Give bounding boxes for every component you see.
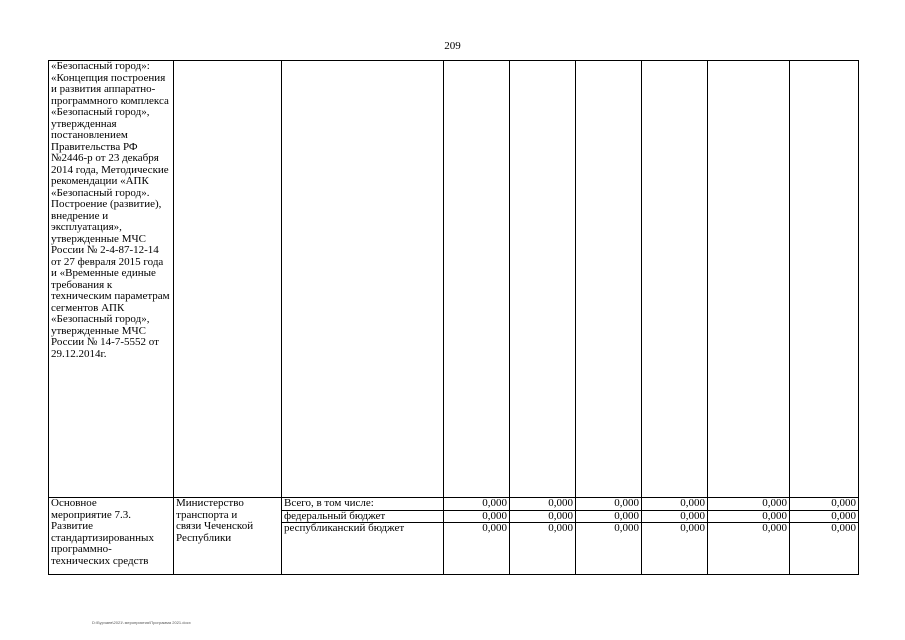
empty-cell [174, 61, 282, 498]
funding-source-cell: республиканский бюджет [282, 523, 444, 575]
value-cell: 0,000 [576, 510, 642, 523]
empty-cell [642, 61, 708, 498]
value-cell: 0,000 [576, 498, 642, 511]
executor-cell: Министерство транспорта и связи Чеченской Республики [174, 498, 282, 575]
empty-cell [444, 61, 510, 498]
page-number: 209 [444, 40, 461, 52]
empty-cell [576, 61, 642, 498]
value-cell: 0,000 [790, 510, 859, 523]
value-cell: 0,000 [576, 523, 642, 575]
value-cell: 0,000 [790, 523, 859, 575]
table-row [49, 498, 859, 511]
value-cell: 0,000 [444, 498, 510, 511]
empty-cell [510, 61, 576, 498]
regulatory-basis-cell: «Безопасный город»: «Концепция построения и развития аппаратно- программного комплекса «Безопасный город», утвержденная постановлением Правительства РФ №2446-р от 23 декабря 2014 года, Методические рекомендации «АПК «Безопасный город». Построение (развитие), внедрение и эксплуатация», утвержденные МЧС России № 2-4-87-12-14 от 27 февраля 2015 года и «Временные единые требования к техническим параметрам сегментов АПК «Безопасный город», утвержденные МЧС России № 14-7-5552 от 29.12.2014г. [49, 61, 174, 498]
funding-source-cell: Всего, в том числе: [282, 498, 444, 511]
program-budget-table [48, 60, 859, 575]
value-cell: 0,000 [510, 510, 576, 523]
event-name-cell: Основное мероприятие 7.3. Развитие стандартизированных программно- технических средств [49, 498, 174, 575]
footer-file-path: D:\Бурчаев\2021\ мероприятия\Программа 2021.docx [92, 620, 191, 625]
value-cell: 0,000 [642, 523, 708, 575]
table-row [49, 61, 859, 498]
value-cell: 0,000 [510, 498, 576, 511]
value-cell: 0,000 [510, 523, 576, 575]
value-cell: 0,000 [708, 510, 790, 523]
funding-source-cell: федеральный бюджет [282, 510, 444, 523]
value-cell: 0,000 [642, 510, 708, 523]
value-cell: 0,000 [708, 498, 790, 511]
value-cell: 0,000 [790, 498, 859, 511]
empty-cell [708, 61, 790, 498]
value-cell: 0,000 [642, 498, 708, 511]
value-cell: 0,000 [708, 523, 790, 575]
value-cell: 0,000 [444, 523, 510, 575]
empty-cell [282, 61, 444, 498]
empty-cell [790, 61, 859, 498]
value-cell: 0,000 [444, 510, 510, 523]
